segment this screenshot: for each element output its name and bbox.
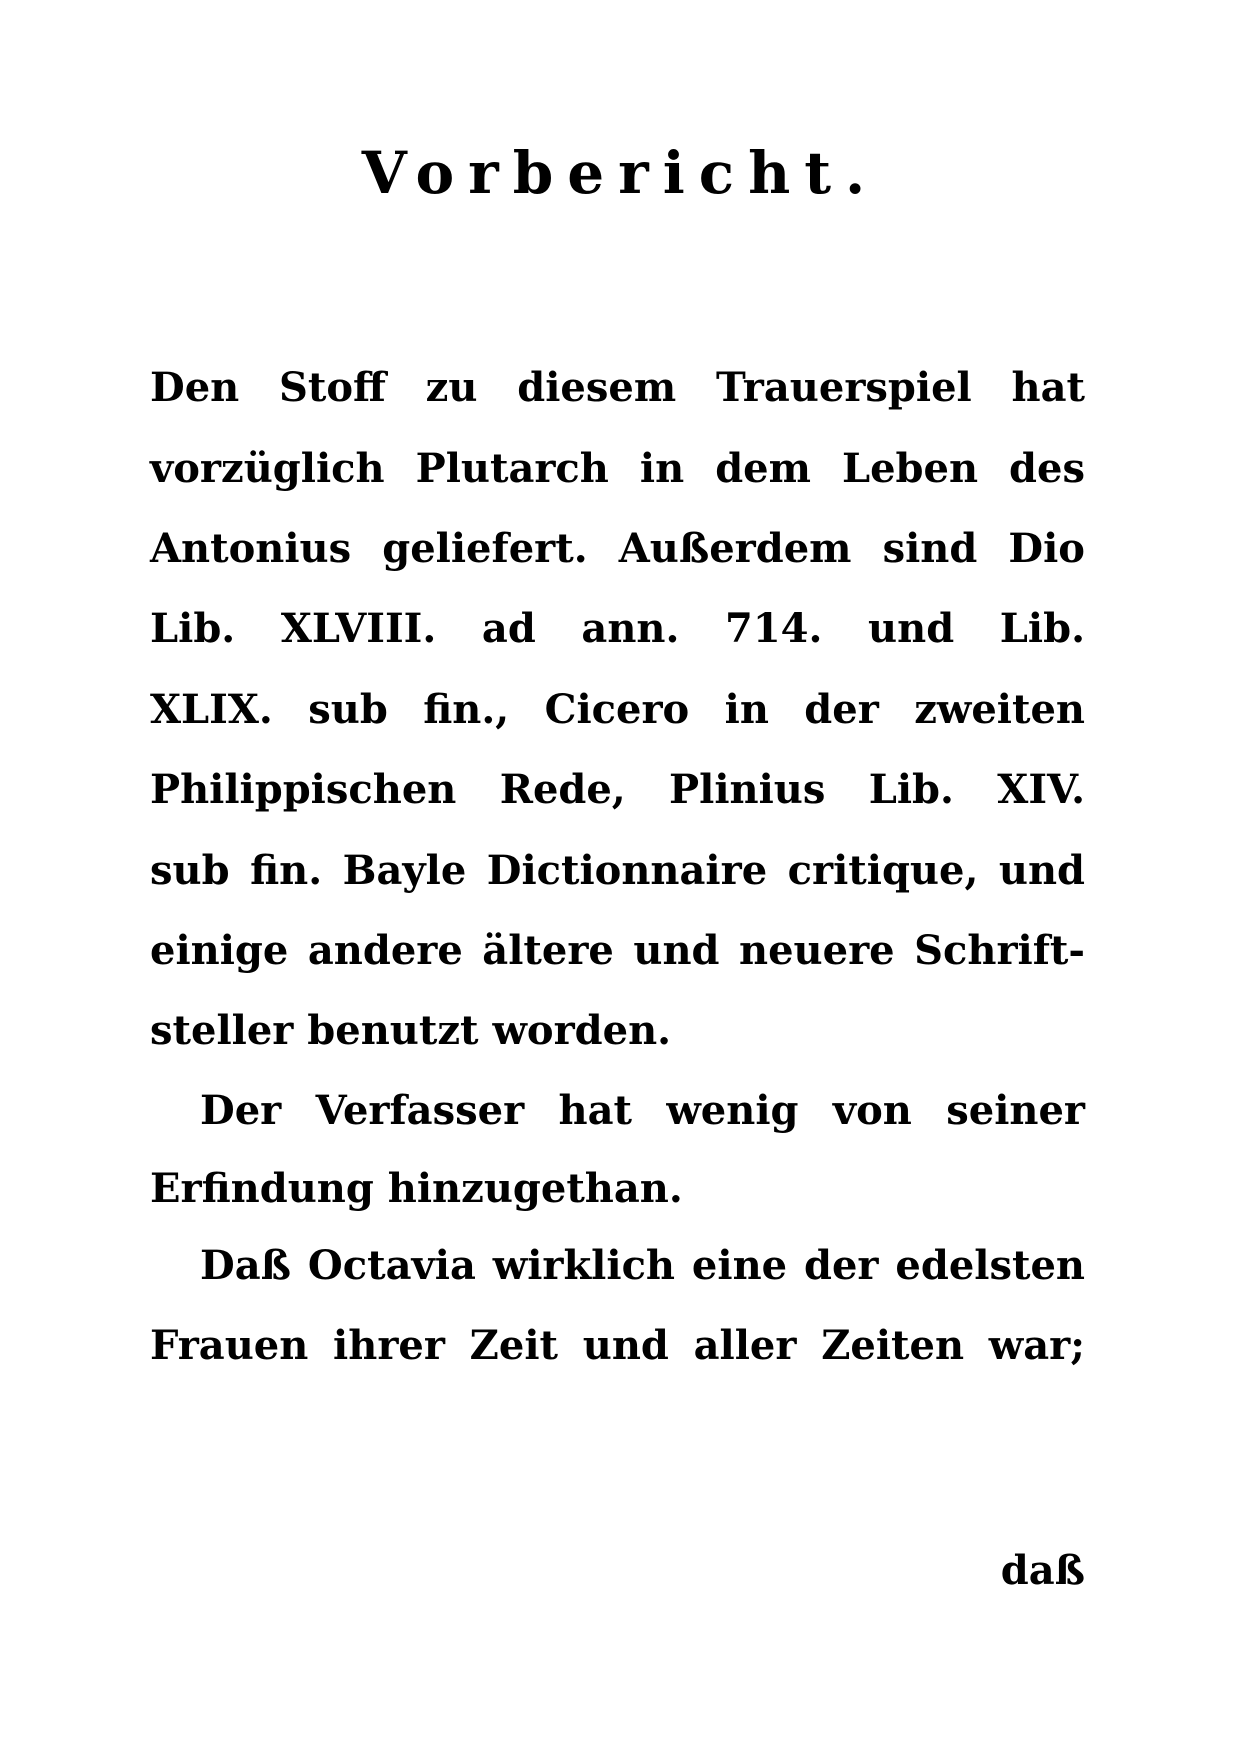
text-line: Lib. XLVIII. ad ann. 714. und Lib.	[150, 605, 1085, 652]
text-line: Erfindung hinzugethan.	[150, 1165, 683, 1212]
text-line: sub fin. Bayle Dictionnaire critique, und	[150, 847, 1085, 894]
page-title: Vorbericht.	[361, 139, 880, 207]
text-line: Frauen ihrer Zeit und aller Zeiten war;	[150, 1322, 1085, 1369]
text-line: einige andere ältere und neuere Schrift-	[150, 927, 1085, 974]
text-line: Daß Octavia wirklich eine der edelsten	[200, 1242, 1085, 1289]
text-line: Den Stoff zu diesem Trauerspiel hat	[150, 364, 1085, 411]
text-line: XLIX. sub fin., Cicero in der zweiten	[150, 686, 1085, 733]
text-line: Philippischen Rede, Plinius Lib. XIV.	[150, 766, 1085, 813]
text-line: Der Verfasser hat wenig von seiner	[200, 1087, 1085, 1134]
text-line: Antonius geliefert. Außerdem sind Dio	[150, 525, 1085, 572]
catchword: daß	[1000, 1547, 1085, 1594]
text-line: steller benutzt worden.	[150, 1007, 672, 1054]
text-line: vorzüglich Plutarch in dem Leben des	[150, 445, 1085, 492]
